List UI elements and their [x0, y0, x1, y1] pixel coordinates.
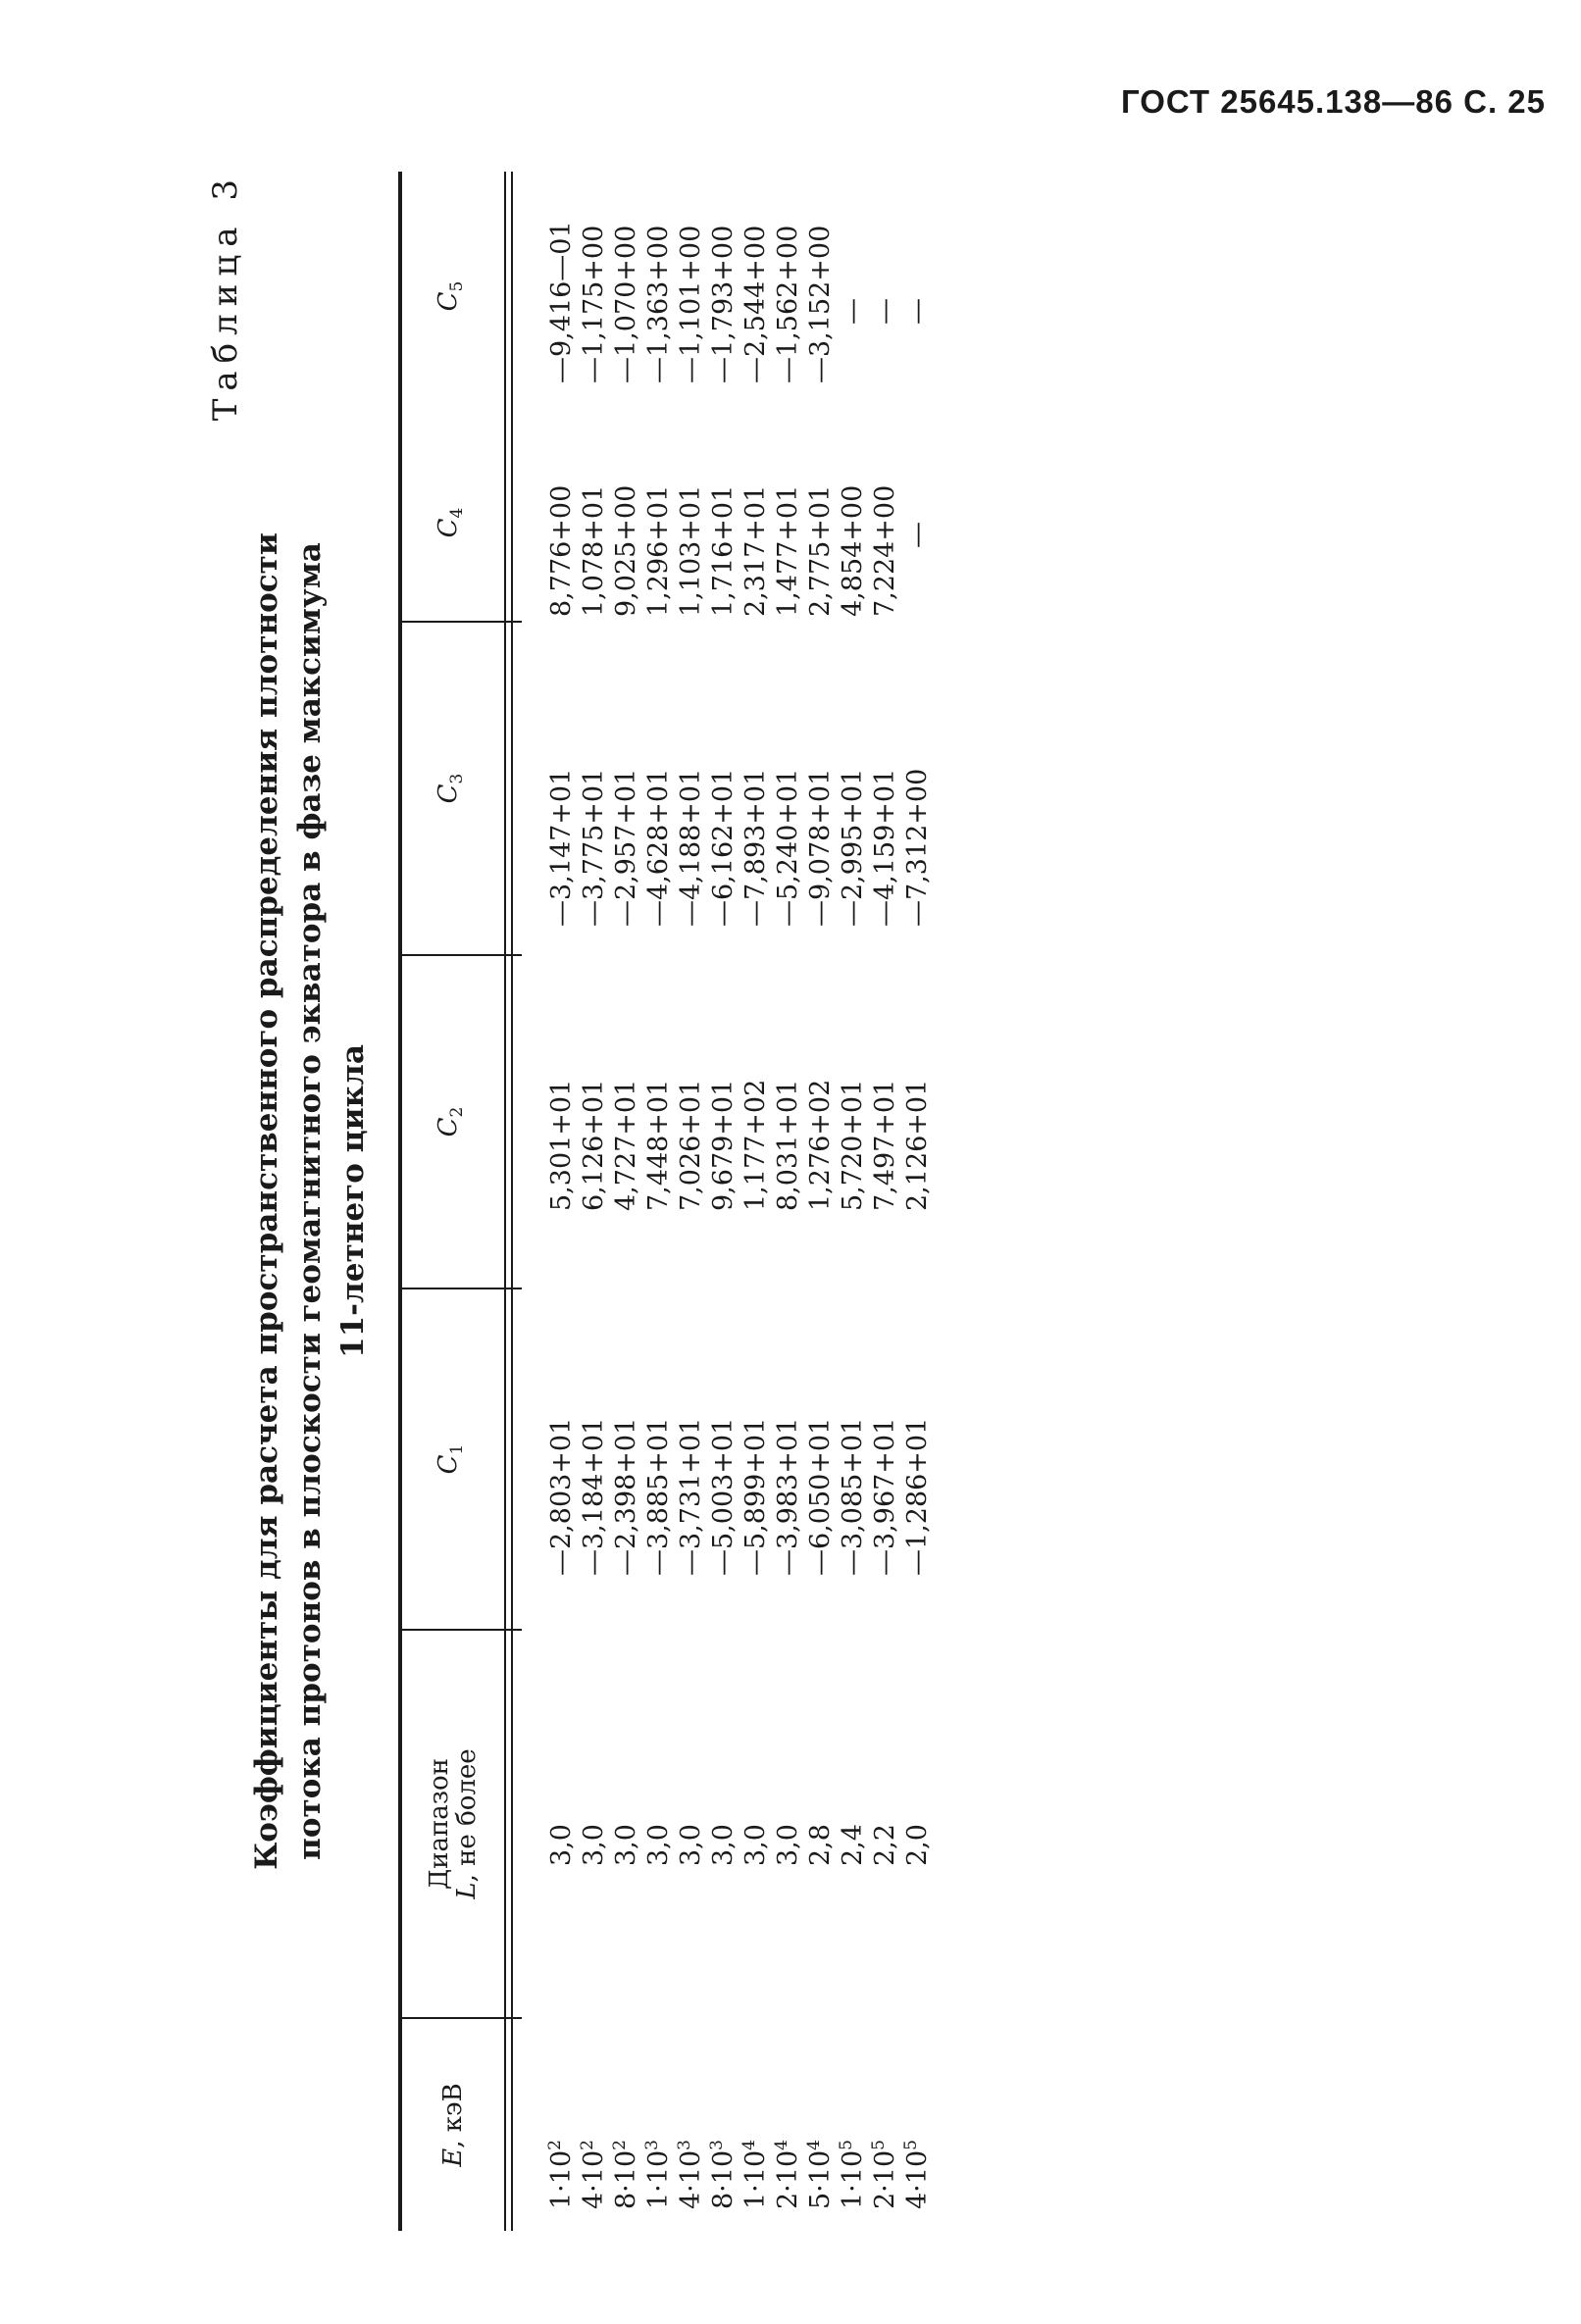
- header-rule: [504, 172, 506, 2231]
- c2-cell: 7,497+01: [870, 1079, 900, 1211]
- energy-cell: $8\cdot 10^3$: [707, 2140, 739, 2209]
- c2-cell: 7,026+01: [676, 1079, 706, 1211]
- c1-cell: —3,967+01: [870, 1417, 900, 1576]
- c3-cell: —2,957+01: [611, 768, 641, 927]
- c5-cell: —: [838, 298, 868, 325]
- energy-cell: $4\cdot 10^2$: [578, 2140, 609, 2209]
- range-cell: 2,8: [805, 1824, 836, 1866]
- energy-cell: $5\cdot 10^4$: [804, 2140, 836, 2209]
- energy-cell: $1\cdot 10^2$: [545, 2140, 577, 2209]
- c3-cell: —7,893+01: [740, 768, 771, 927]
- range-cell: 3,0: [676, 1824, 706, 1866]
- title-line-2: потока протонов в плоскости геомагнитного экватора в фазе максимума: [292, 542, 328, 1860]
- range-cell: 3,0: [611, 1824, 641, 1866]
- c2-cell: 7,448+01: [643, 1079, 674, 1211]
- header-energy: E, кэВ: [438, 2083, 468, 2167]
- c3-cell: —2,995+01: [838, 768, 868, 927]
- energy-cell: $2\cdot 10^5$: [869, 2140, 900, 2209]
- energy-cell: $1\cdot 10^5$: [837, 2140, 868, 2209]
- header-c1: $C_1$: [434, 1443, 468, 1475]
- c1-cell: —2,803+01: [546, 1417, 577, 1576]
- rotated-page-content: [206, 172, 1285, 2231]
- header-c4: $C_4$: [434, 507, 468, 538]
- range-cell: 3,0: [546, 1824, 577, 1866]
- c5-column: [545, 221, 934, 383]
- c3-cell: —5,240+01: [773, 768, 803, 927]
- c3-cell: —3,775+01: [579, 768, 609, 927]
- header-rule-double: [511, 172, 513, 2231]
- energy-cell: $4\cdot 10^5$: [901, 2140, 933, 2209]
- c5-cell: —: [870, 298, 900, 325]
- c4-column: [545, 485, 934, 617]
- energy-column: [545, 2140, 934, 2209]
- c1-cell: —6,050+01: [805, 1417, 836, 1576]
- c4-cell: 2,317+01: [740, 484, 771, 617]
- range-cell: 3,0: [643, 1824, 674, 1866]
- c4-cell: 7,224+00: [870, 484, 900, 617]
- energy-cell: $1\cdot 10^3$: [642, 2140, 674, 2209]
- c2-cell: 1,177+02: [740, 1079, 771, 1211]
- header-c3: $C_3$: [434, 773, 468, 804]
- c2-cell: 4,727+01: [611, 1079, 641, 1211]
- c4-cell: 9,025+00: [611, 484, 641, 617]
- c5-cell: —1,562+00: [773, 225, 803, 383]
- range-cell: 2,4: [838, 1824, 868, 1866]
- range-cell: 3,0: [773, 1824, 803, 1866]
- c1-cell: —1,286+01: [902, 1417, 933, 1576]
- c5-cell: —3,152+00: [805, 225, 836, 383]
- c1-cell: —3,085+01: [838, 1417, 868, 1576]
- c4-cell: 2,775+01: [805, 484, 836, 617]
- c5-cell: —1,175+00: [579, 225, 609, 383]
- range-column: [545, 1824, 934, 1866]
- c1-cell: —3,885+01: [643, 1417, 674, 1576]
- c3-cell: —4,188+01: [676, 768, 706, 927]
- document-reference: ГОСТ 25645.138—86 С. 25: [1120, 83, 1546, 120]
- c3-cell: —4,628+01: [643, 768, 674, 927]
- c1-cell: —2,398+01: [611, 1417, 641, 1576]
- range-cell: 3,0: [579, 1824, 609, 1866]
- range-cell: 3,0: [708, 1824, 739, 1866]
- c2-cell: 1,276+02: [805, 1079, 836, 1211]
- range-cell: 2,2: [870, 1824, 900, 1866]
- c3-cell: —6,162+01: [708, 768, 739, 927]
- c5-cell: —1,070+00: [611, 225, 641, 383]
- c4-cell: —: [902, 522, 933, 548]
- header-c5: $C_5$: [434, 280, 468, 312]
- c5-cell: —9,416—01: [546, 221, 577, 383]
- c4-cell: 4,854+00: [838, 484, 868, 617]
- c1-column: [545, 1418, 934, 1576]
- c5-cell: —: [902, 298, 933, 325]
- title-line-1: Коэффициенты для расчета пространственного распределения плотности: [249, 532, 284, 1870]
- c1-cell: —3,731+01: [676, 1417, 706, 1576]
- c2-cell: 2,126+01: [902, 1079, 933, 1211]
- c2-cell: 9,679+01: [708, 1079, 739, 1211]
- energy-cell: $2\cdot 10^4$: [772, 2140, 803, 2209]
- c4-cell: 1,477+01: [773, 484, 803, 617]
- title-line-3: 11-летнего цикла: [335, 1044, 371, 1358]
- c5-cell: —1,101+00: [676, 225, 706, 383]
- c1-cell: —3,983+01: [773, 1417, 803, 1576]
- c1-cell: —5,899+01: [740, 1417, 771, 1576]
- c3-cell: —9,078+01: [805, 768, 836, 927]
- c3-cell: —3,147+01: [546, 768, 577, 927]
- table-label: Таблица 3: [206, 172, 245, 422]
- c4-cell: 1,716+01: [708, 484, 739, 617]
- energy-cell: $1\cdot 10^4$: [740, 2140, 771, 2209]
- range-cell: 2,0: [902, 1824, 933, 1866]
- header-range: Диапазон L, не более: [425, 1748, 482, 1899]
- c2-cell: 8,031+01: [773, 1079, 803, 1211]
- c4-cell: 8,776+00: [546, 484, 577, 617]
- c3-cell: —7,312+00: [902, 768, 933, 927]
- c3-column: [545, 769, 934, 927]
- c4-cell: 1,078+01: [579, 484, 609, 617]
- c4-cell: 1,296+01: [643, 484, 674, 617]
- c2-cell: 6,126+01: [579, 1079, 609, 1211]
- c3-cell: —4,159+01: [870, 768, 900, 927]
- header-c2: $C_2$: [434, 1106, 468, 1137]
- c1-cell: —5,003+01: [708, 1417, 739, 1576]
- range-cell: 3,0: [740, 1824, 771, 1866]
- table-title: [245, 172, 375, 2231]
- c5-cell: —1,363+00: [643, 225, 674, 383]
- energy-cell: $4\cdot 10^3$: [675, 2140, 706, 2209]
- coefficients-table: [398, 172, 1075, 2231]
- c5-cell: —1,793+00: [708, 225, 739, 383]
- c4-cell: 1,103+01: [676, 484, 706, 617]
- c2-column: [545, 1080, 934, 1211]
- c2-cell: 5,720+01: [838, 1079, 868, 1211]
- c2-cell: 5,301+01: [546, 1079, 577, 1211]
- energy-cell: $8\cdot 10^2$: [610, 2140, 641, 2209]
- c1-cell: —3,184+01: [579, 1417, 609, 1576]
- c5-cell: —2,544+00: [740, 225, 771, 383]
